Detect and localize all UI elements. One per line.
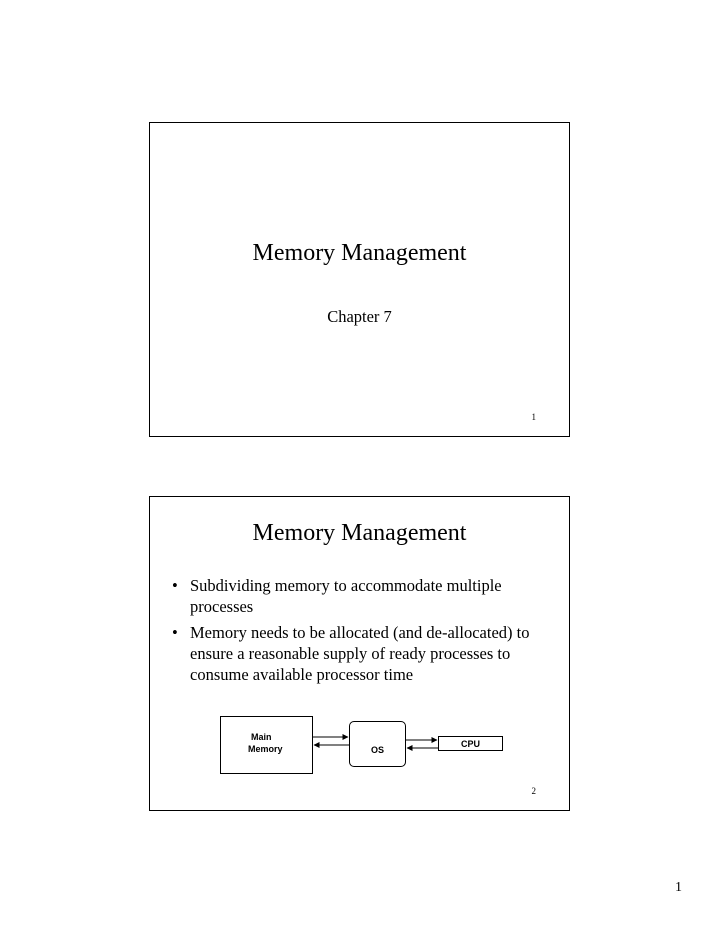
- slide-2-number: 2: [531, 786, 536, 796]
- main-memory-label-line1: Main: [251, 732, 272, 742]
- os-label: OS: [371, 745, 385, 755]
- bullet-dot: •: [172, 623, 178, 642]
- bullet-dot: •: [172, 576, 178, 595]
- slide-1: [149, 122, 570, 437]
- slide-1-title: Memory Management: [252, 240, 467, 266]
- slide-2-title: Memory Management: [252, 520, 467, 546]
- main-memory-label-line2: Memory: [248, 744, 283, 754]
- cpu-label: CPU: [461, 739, 481, 749]
- os-box: [349, 721, 406, 767]
- bullet-text: Memory needs to be allocated (and de-allocated) to ensure a reasonable supply of ready processes to consume available processor time: [190, 623, 530, 684]
- slide-2: [149, 496, 570, 811]
- slide-1-number: 1: [531, 412, 536, 422]
- main-memory-box: [220, 716, 313, 774]
- cpu-box: [438, 736, 503, 751]
- bullet-text: Subdividing memory to accommodate multiple processes: [190, 576, 502, 616]
- slide-1-subtitle: Chapter 7: [327, 307, 392, 326]
- memory-diagram: [150, 497, 571, 812]
- page-number: 1: [675, 880, 682, 895]
